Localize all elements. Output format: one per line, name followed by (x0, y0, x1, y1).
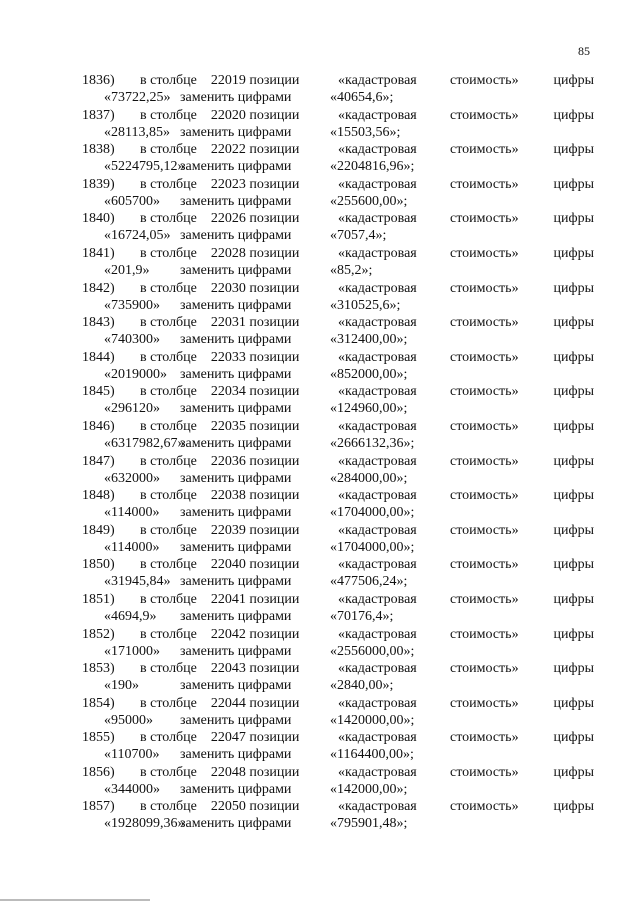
list-item (82, 141, 594, 176)
entry-position: 22020 позиции (210, 107, 300, 123)
entry-column (140, 314, 299, 331)
list-item (82, 349, 594, 384)
entry-position: 22026 позиции (210, 211, 300, 227)
entries-list (82, 72, 594, 833)
kad-word: «кадастровая (338, 661, 417, 677)
column-word: в столбце (140, 522, 197, 538)
kad-word: «кадастровая (338, 280, 417, 296)
entry-line-1 (82, 729, 594, 746)
cifry-word: цифры (553, 557, 594, 573)
cifry-word: цифры (553, 764, 594, 780)
old-value: «28113,85» (104, 124, 170, 140)
list-item (82, 556, 594, 591)
entry-number: 1857) (82, 799, 115, 815)
list-item (82, 314, 594, 349)
entry-line-1 (82, 141, 594, 158)
stoim-word: стоимость» (450, 695, 519, 711)
new-value: «255600,00»; (330, 193, 408, 209)
entry-position: 22035 позиции (210, 418, 300, 434)
old-value: «4694,9» (104, 608, 157, 624)
entry-column (140, 349, 299, 366)
page-number: 85 (578, 44, 590, 58)
new-value: «40654,6»; (330, 90, 394, 105)
entry-column (140, 453, 299, 470)
column-word: в столбце (140, 73, 197, 88)
kad-word: «кадастровая (338, 557, 417, 573)
stoim-word: стоимость» (450, 107, 519, 123)
entry-position: 22019 позиции (210, 73, 300, 88)
replace-word: заменить цифрами (180, 643, 292, 659)
list-item (82, 210, 594, 245)
replace-word: заменить цифрами (180, 435, 292, 451)
old-value: «95000» (104, 712, 153, 728)
cifry-word: цифры (553, 73, 594, 88)
stoim-word: стоимость» (450, 384, 519, 400)
entry-position: 22033 позиции (210, 349, 300, 365)
new-value: «2666132,36»; (330, 435, 415, 451)
new-value: «1164400,00»; (330, 747, 414, 763)
entry-column (140, 487, 299, 504)
cifry-word: цифры (553, 453, 594, 469)
replace-word: заменить цифрами (180, 712, 292, 728)
old-value: «740300» (104, 332, 160, 348)
old-value: «2019000» (104, 366, 167, 382)
old-value: «31945,84» (104, 574, 171, 590)
entry-line-1 (82, 764, 594, 781)
entry-number: 1843) (82, 315, 115, 331)
cifry-word: цифры (553, 349, 594, 365)
entry-position: 22047 позиции (210, 730, 300, 746)
entry-column (140, 72, 299, 89)
kad-word: «кадастровая (338, 522, 417, 538)
entry-line-2 (82, 504, 594, 521)
entry-column (140, 418, 299, 435)
entry-line-2 (82, 400, 594, 417)
list-item (82, 280, 594, 315)
stoim-word: стоимость» (450, 418, 519, 434)
entry-number: 1841) (82, 245, 115, 261)
replace-word: заменить цифрами (180, 470, 292, 486)
old-value: «114000» (104, 505, 160, 521)
cifry-word: цифры (553, 626, 594, 642)
kad-word: «кадастровая (338, 418, 417, 434)
stoim-word: стоимость» (450, 488, 519, 504)
entry-line-1 (82, 314, 594, 331)
list-item (82, 660, 594, 695)
old-value: «5224795,12» (104, 159, 185, 175)
entry-line-1 (82, 245, 594, 262)
entry-line-1 (82, 107, 594, 124)
entry-column (140, 141, 299, 158)
entry-line-1 (82, 522, 594, 539)
entry-column (140, 591, 299, 608)
entry-line-2 (82, 124, 594, 141)
replace-word: заменить цифрами (180, 816, 292, 832)
kad-word: «кадастровая (338, 591, 417, 607)
kad-word: «кадастровая (338, 384, 417, 400)
column-word: в столбце (140, 142, 197, 158)
column-word: в столбце (140, 107, 197, 123)
entry-column (140, 626, 299, 643)
stoim-word: стоимость» (450, 799, 519, 815)
entry-line-2 (82, 227, 594, 244)
kad-word: «кадастровая (338, 453, 417, 469)
entry-line-1 (82, 176, 594, 193)
entry-column (140, 695, 299, 712)
entry-line-1 (82, 210, 594, 227)
entry-column (140, 210, 299, 227)
kad-word: «кадастровая (338, 73, 417, 88)
column-word: в столбце (140, 488, 197, 504)
entry-number: 1840) (82, 211, 115, 227)
cifry-word: цифры (553, 695, 594, 711)
entry-line-2 (82, 331, 594, 348)
entry-line-1 (82, 695, 594, 712)
column-word: в столбце (140, 211, 197, 227)
entry-position: 22030 позиции (210, 280, 300, 296)
column-word: в столбце (140, 626, 197, 642)
entry-line-2 (82, 539, 594, 556)
cifry-word: цифры (553, 799, 594, 815)
entry-line-1 (82, 72, 594, 89)
list-item (82, 383, 594, 418)
entry-line-1 (82, 349, 594, 366)
entry-line-2 (82, 643, 594, 660)
entry-number: 1854) (82, 695, 115, 711)
new-value: «2204816,96»; (330, 159, 415, 175)
stoim-word: стоимость» (450, 522, 519, 538)
replace-word: заменить цифрами (180, 781, 292, 797)
new-value: «124960,00»; (330, 401, 408, 417)
entry-number: 1848) (82, 488, 115, 504)
list-item (82, 453, 594, 488)
old-value: «735900» (104, 297, 160, 313)
column-word: в столбце (140, 280, 197, 296)
cifry-word: цифры (553, 211, 594, 227)
entry-column (140, 522, 299, 539)
entry-column (140, 176, 299, 193)
column-word: в столбце (140, 730, 197, 746)
list-item (82, 695, 594, 730)
entry-column (140, 729, 299, 746)
cifry-word: цифры (553, 418, 594, 434)
new-value: «312400,00»; (330, 332, 408, 348)
entry-number: 1836) (82, 73, 115, 88)
list-item (82, 107, 594, 142)
replace-word: заменить цифрами (180, 747, 292, 763)
stoim-word: стоимость» (450, 142, 519, 158)
stoim-word: стоимость» (450, 280, 519, 296)
entry-position: 22050 позиции (210, 799, 300, 815)
old-value: «344000» (104, 781, 160, 797)
kad-word: «кадастровая (338, 142, 417, 158)
replace-word: заменить цифрами (180, 574, 292, 590)
new-value: «70176,4»; (330, 608, 394, 624)
new-value: «15503,56»; (330, 124, 401, 140)
column-word: в столбце (140, 695, 197, 711)
entry-position: 22023 позиции (210, 176, 300, 192)
replace-word: заменить цифрами (180, 505, 292, 521)
entry-line-1 (82, 280, 594, 297)
new-value: «1704000,00»; (330, 505, 415, 521)
entry-line-1 (82, 453, 594, 470)
new-value: «852000,00»; (330, 366, 408, 382)
list-item (82, 764, 594, 799)
old-value: «6317982,67» (104, 435, 185, 451)
stoim-word: стоимость» (450, 730, 519, 746)
entry-line-2 (82, 262, 594, 279)
entry-line-1 (82, 798, 594, 815)
cifry-word: цифры (553, 280, 594, 296)
entry-line-2 (82, 608, 594, 625)
cifry-word: цифры (553, 245, 594, 261)
entry-position: 22022 позиции (210, 142, 300, 158)
entry-line-2 (82, 677, 594, 694)
entry-line-1 (82, 383, 594, 400)
column-word: в столбце (140, 315, 197, 331)
entry-line-1 (82, 660, 594, 677)
new-value: «85,2»; (330, 262, 373, 278)
stoim-word: стоимость» (450, 453, 519, 469)
entry-line-2 (82, 158, 594, 175)
entry-line-2 (82, 297, 594, 314)
column-word: в столбце (140, 349, 197, 365)
replace-word: заменить цифрами (180, 297, 292, 313)
old-value: «605700» (104, 193, 160, 209)
kad-word: «кадастровая (338, 349, 417, 365)
new-value: «7057,4»; (330, 228, 387, 244)
entry-position: 22042 позиции (210, 626, 300, 642)
entry-number: 1851) (82, 591, 115, 607)
cifry-word: цифры (553, 591, 594, 607)
cifry-word: цифры (553, 315, 594, 331)
kad-word: «кадастровая (338, 799, 417, 815)
entry-line-2 (82, 435, 594, 452)
entry-column (140, 798, 299, 815)
new-value: «284000,00»; (330, 470, 408, 486)
entry-position: 22040 позиции (210, 557, 300, 573)
stoim-word: стоимость» (450, 211, 519, 227)
column-word: в столбце (140, 799, 197, 815)
entry-column (140, 383, 299, 400)
entry-line-2 (82, 193, 594, 210)
entry-number: 1852) (82, 626, 115, 642)
entry-column (140, 245, 299, 262)
new-value: «310525,6»; (330, 297, 401, 313)
replace-word: заменить цифрами (180, 90, 292, 105)
entry-line-2 (82, 470, 594, 487)
new-value: «1420000,00»; (330, 712, 415, 728)
stoim-word: стоимость» (450, 315, 519, 331)
stoim-word: стоимость» (450, 557, 519, 573)
entry-position: 22036 позиции (210, 453, 300, 469)
replace-word: заменить цифрами (180, 539, 292, 555)
cifry-word: цифры (553, 661, 594, 677)
old-value: «190» (104, 678, 139, 694)
entry-number: 1853) (82, 661, 115, 677)
entry-number: 1844) (82, 349, 115, 365)
entry-number: 1837) (82, 107, 115, 123)
kad-word: «кадастровая (338, 730, 417, 746)
column-word: в столбце (140, 591, 197, 607)
new-value: «1704000,00»; (330, 539, 415, 555)
entry-column (140, 280, 299, 297)
entry-position: 22031 позиции (210, 315, 300, 331)
entry-line-1 (82, 556, 594, 573)
list-item (82, 418, 594, 453)
old-value: «110700» (104, 747, 160, 763)
entry-line-1 (82, 487, 594, 504)
new-value: «795901,48»; (330, 816, 408, 832)
entry-line-2 (82, 781, 594, 798)
list-item (82, 798, 594, 833)
cifry-word: цифры (553, 488, 594, 504)
column-word: в столбце (140, 176, 197, 192)
replace-word: заменить цифрами (180, 401, 292, 417)
entry-line-2 (82, 712, 594, 729)
replace-word: заменить цифрами (180, 678, 292, 694)
old-value: «171000» (104, 643, 160, 659)
entry-line-1 (82, 591, 594, 608)
entry-position: 22048 позиции (210, 764, 300, 780)
entry-column (140, 764, 299, 781)
entry-line-2 (82, 746, 594, 763)
stoim-word: стоимость» (450, 764, 519, 780)
list-item (82, 487, 594, 522)
replace-word: заменить цифрами (180, 124, 292, 140)
entry-number: 1845) (82, 384, 115, 400)
entry-column (140, 660, 299, 677)
entry-number: 1856) (82, 764, 115, 780)
list-item (82, 729, 594, 764)
entry-number: 1839) (82, 176, 115, 192)
kad-word: «кадастровая (338, 695, 417, 711)
kad-word: «кадастровая (338, 107, 417, 123)
entry-position: 22038 позиции (210, 488, 300, 504)
list-item (82, 72, 594, 107)
old-value: «201,9» (104, 262, 150, 278)
new-value: «477506,24»; (330, 574, 408, 590)
cifry-word: цифры (553, 142, 594, 158)
kad-word: «кадастровая (338, 488, 417, 504)
cifry-word: цифры (553, 107, 594, 123)
replace-word: заменить цифрами (180, 366, 292, 382)
replace-word: заменить цифрами (180, 159, 292, 175)
new-value: «142000,00»; (330, 781, 408, 797)
entry-line-1 (82, 626, 594, 643)
old-value: «114000» (104, 539, 160, 555)
replace-word: заменить цифрами (180, 608, 292, 624)
entry-column (140, 107, 299, 124)
entry-number: 1849) (82, 522, 115, 538)
old-value: «632000» (104, 470, 160, 486)
list-item (82, 245, 594, 280)
entry-column (140, 556, 299, 573)
entry-position: 22039 позиции (210, 522, 300, 538)
entry-number: 1850) (82, 557, 115, 573)
entry-line-2 (82, 815, 594, 832)
entry-position: 22043 позиции (210, 661, 300, 677)
entry-number: 1838) (82, 142, 115, 158)
old-value: «296120» (104, 401, 160, 417)
stoim-word: стоимость» (450, 349, 519, 365)
entry-line-1 (82, 418, 594, 435)
entry-line-2 (82, 89, 594, 106)
column-word: в столбце (140, 418, 197, 434)
cifry-word: цифры (553, 730, 594, 746)
new-value: «2840,00»; (330, 678, 394, 694)
list-item (82, 176, 594, 211)
stoim-word: стоимость» (450, 591, 519, 607)
cifry-word: цифры (553, 522, 594, 538)
entry-position: 22044 позиции (210, 695, 300, 711)
kad-word: «кадастровая (338, 764, 417, 780)
replace-word: заменить цифрами (180, 332, 292, 348)
list-item (82, 522, 594, 557)
old-value: «73722,25» (104, 90, 171, 105)
list-item (82, 591, 594, 626)
cifry-word: цифры (553, 176, 594, 192)
list-item (82, 626, 594, 661)
kad-word: «кадастровая (338, 245, 417, 261)
entry-number: 1855) (82, 730, 115, 746)
column-word: в столбце (140, 245, 197, 261)
stoim-word: стоимость» (450, 626, 519, 642)
stoim-word: стоимость» (450, 73, 519, 88)
entry-number: 1846) (82, 418, 115, 434)
entry-position: 22041 позиции (210, 591, 300, 607)
column-word: в столбце (140, 661, 197, 677)
kad-word: «кадастровая (338, 315, 417, 331)
entry-position: 22034 позиции (210, 384, 300, 400)
old-value: «16724,05» (104, 228, 171, 244)
footer-rule (0, 899, 150, 901)
column-word: в столбце (140, 384, 197, 400)
column-word: в столбце (140, 764, 197, 780)
entry-line-2 (82, 573, 594, 590)
entry-number: 1842) (82, 280, 115, 296)
replace-word: заменить цифрами (180, 262, 292, 278)
stoim-word: стоимость» (450, 245, 519, 261)
entry-line-2 (82, 366, 594, 383)
column-word: в столбце (140, 453, 197, 469)
kad-word: «кадастровая (338, 176, 417, 192)
new-value: «2556000,00»; (330, 643, 415, 659)
stoim-word: стоимость» (450, 176, 519, 192)
replace-word: заменить цифрами (180, 228, 292, 244)
kad-word: «кадастровая (338, 211, 417, 227)
cifry-word: цифры (553, 384, 594, 400)
entry-position: 22028 позиции (210, 245, 300, 261)
entry-number: 1847) (82, 453, 115, 469)
column-word: в столбце (140, 557, 197, 573)
stoim-word: стоимость» (450, 661, 519, 677)
kad-word: «кадастровая (338, 626, 417, 642)
replace-word: заменить цифрами (180, 193, 292, 209)
old-value: «1928099,36» (104, 816, 185, 832)
